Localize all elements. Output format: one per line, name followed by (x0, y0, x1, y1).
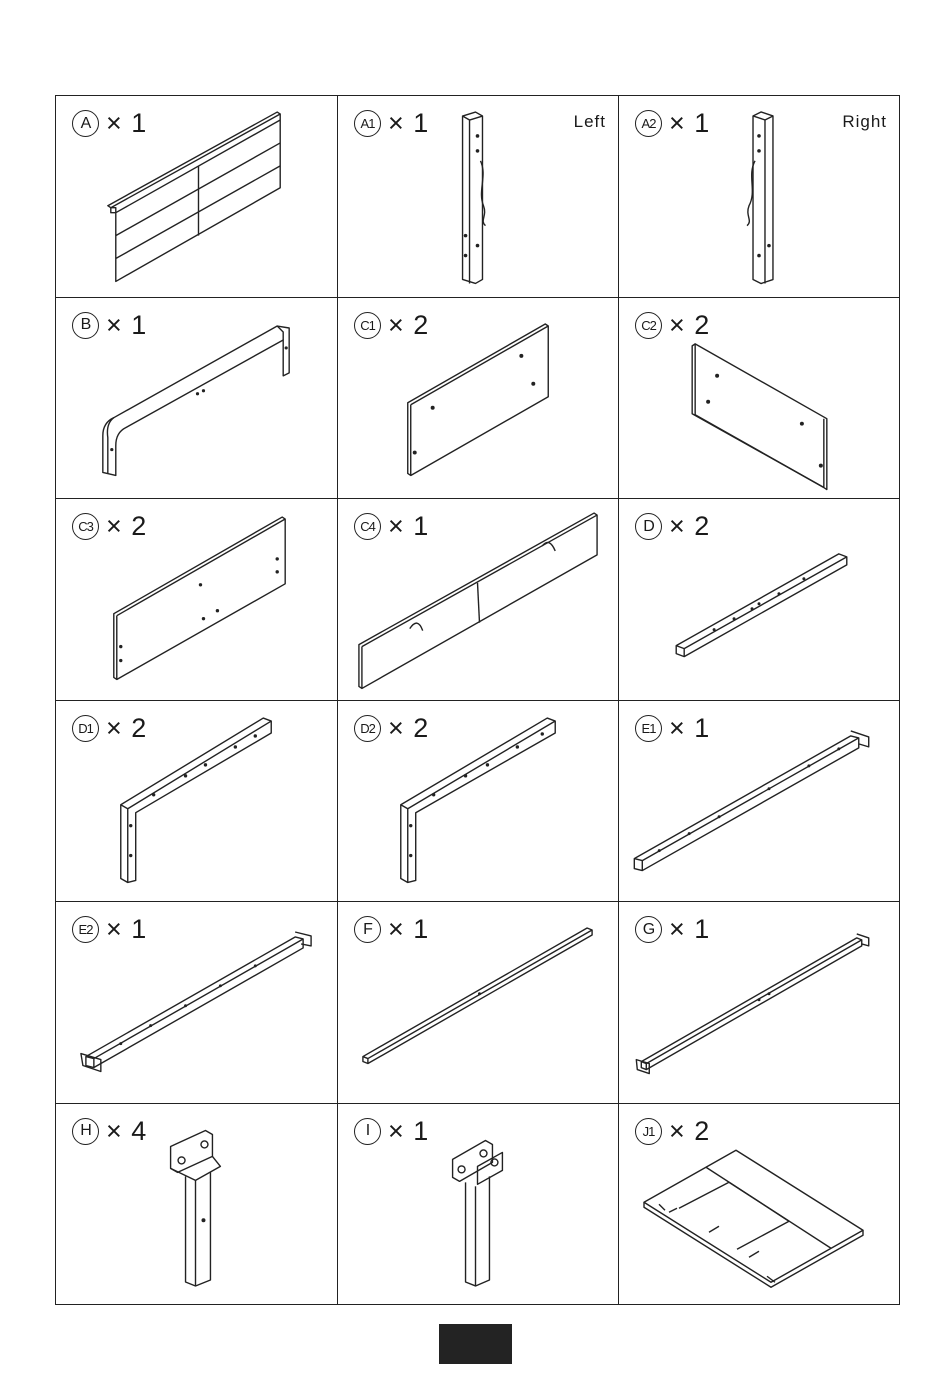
part-cell-i (338, 1104, 619, 1306)
part-id-badge: A1 (354, 110, 381, 137)
part-quantity: × 2 (388, 309, 430, 340)
right-post-icon (619, 96, 899, 297)
part-id-badge: C4 (354, 513, 381, 540)
side-panel-icon (56, 499, 337, 700)
part-quantity: × 1 (669, 108, 711, 138)
part-cell-c2 (619, 298, 899, 500)
l-bracket-rail-icon (56, 701, 337, 902)
part-cell-j1 (619, 1104, 899, 1306)
part-id-badge: E2 (72, 916, 99, 943)
slat-board-icon (619, 1104, 899, 1306)
part-id-badge: A (72, 110, 99, 137)
part-quantity: × 1 (106, 309, 148, 340)
part-quantity: × 2 (106, 511, 148, 541)
part-id-badge: B (72, 312, 99, 339)
part-quantity: × 2 (106, 712, 148, 743)
part-id-badge: J1 (635, 1118, 662, 1145)
part-cell-a2 (619, 96, 899, 298)
side-panel-icon (338, 298, 618, 499)
headboard-panel-icon (56, 96, 337, 297)
part-quantity: × 1 (669, 914, 711, 944)
part-cell-b (56, 298, 338, 500)
part-cell-d1 (56, 701, 338, 903)
support-leg-icon (56, 1104, 337, 1306)
part-quantity: × 1 (669, 712, 711, 743)
part-id-badge: D2 (354, 715, 381, 742)
part-id-badge: C1 (354, 312, 381, 339)
part-quantity: × 2 (388, 712, 430, 743)
drawer-front-panel-icon (338, 499, 618, 700)
support-leg-icon (338, 1104, 618, 1306)
left-post-icon (338, 96, 618, 297)
part-quantity: × 2 (669, 1115, 711, 1146)
part-cell-e2 (56, 902, 338, 1104)
side-rail-icon (619, 701, 899, 902)
side-panel-icon (619, 298, 899, 499)
part-quantity: × 1 (388, 1115, 430, 1146)
part-id-badge: D (635, 513, 662, 540)
part-cell-h (56, 1104, 338, 1306)
part-id-badge: G (635, 916, 662, 943)
l-bracket-rail-icon (338, 701, 618, 902)
part-quantity: × 1 (106, 108, 148, 138)
part-cell-d2 (338, 701, 619, 903)
footboard-frame-icon (56, 298, 337, 499)
part-id-badge: F (354, 916, 381, 943)
part-id-badge: C3 (72, 513, 99, 540)
part-cell-a1 (338, 96, 619, 298)
part-id-badge: H (72, 1118, 99, 1145)
part-side-label: Right (842, 112, 887, 131)
page-number-box (439, 1324, 512, 1364)
center-rail-icon (619, 902, 899, 1103)
parts-grid (55, 95, 900, 1305)
part-quantity: × 1 (388, 914, 430, 944)
part-quantity: × 2 (669, 309, 711, 340)
part-quantity: × 1 (388, 108, 430, 138)
part-cell-c1 (338, 298, 619, 500)
part-cell-c3 (56, 499, 338, 701)
side-rail-icon (56, 902, 337, 1103)
part-cell-f (338, 902, 619, 1104)
part-cell-c4 (338, 499, 619, 701)
slat-bar-icon (338, 902, 618, 1103)
part-id-badge: I (354, 1118, 381, 1145)
part-id-badge: D1 (72, 715, 99, 742)
part-cell-e1 (619, 701, 899, 903)
part-quantity: × 1 (106, 914, 148, 944)
part-id-badge: C2 (635, 312, 662, 339)
part-cell-d (619, 499, 899, 701)
part-cell-g (619, 902, 899, 1104)
part-quantity: × 1 (388, 511, 430, 541)
rail-icon (619, 499, 899, 700)
part-side-label: Left (573, 112, 606, 131)
part-id-badge: A2 (635, 110, 662, 137)
part-quantity: × 4 (106, 1115, 148, 1146)
part-cell-a (56, 96, 338, 298)
part-id-badge: E1 (635, 715, 662, 742)
part-quantity: × 2 (669, 511, 711, 541)
